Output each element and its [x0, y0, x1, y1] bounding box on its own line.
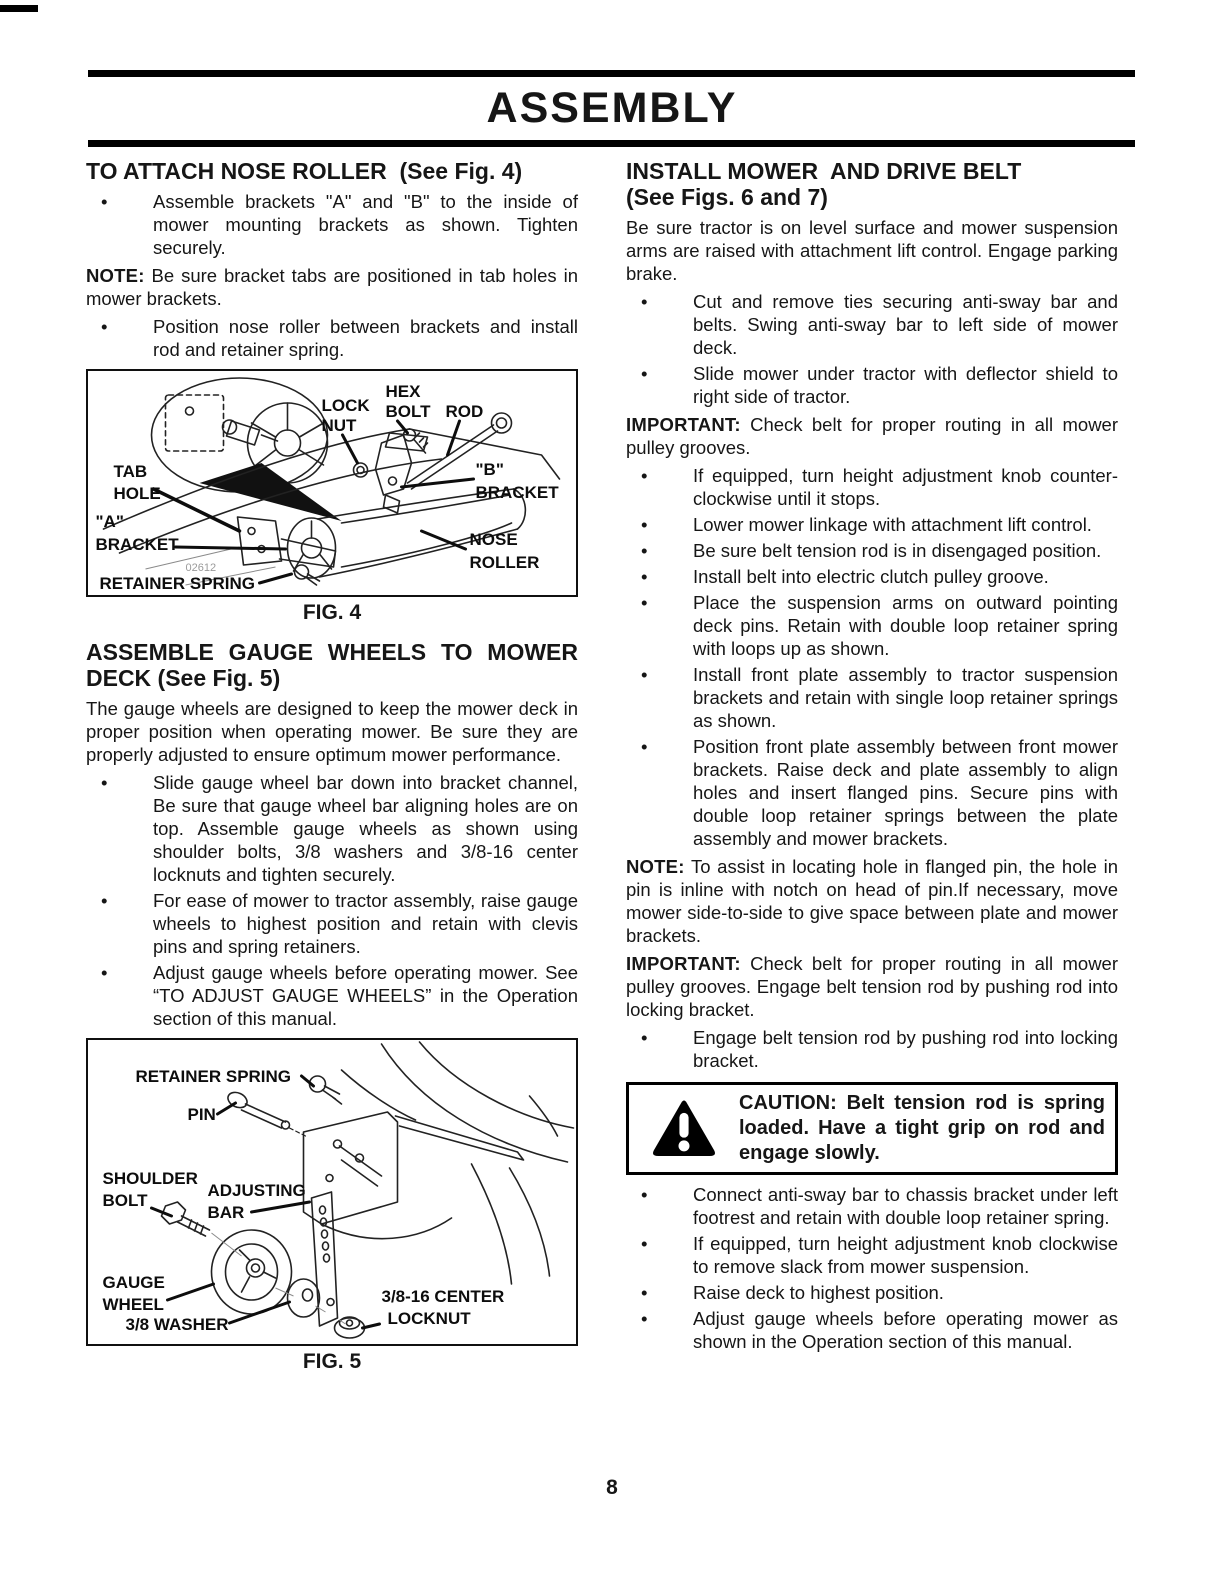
bullet-marker: • [641, 566, 648, 587]
fig5-label-locknut: 3/8-16 CENTER [381, 1287, 505, 1306]
list-item [86, 315, 578, 361]
page-number: 8 [606, 1476, 618, 1499]
note-text: Be sure bracket tabs are positioned in tab holes in mower brackets. [86, 265, 578, 309]
svg-text:BAR: BAR [207, 1203, 245, 1222]
fig4-label-rod: ROD [445, 402, 484, 421]
bullet-marker: • [101, 772, 108, 793]
note-label: NOTE: [626, 856, 685, 877]
bullet-marker: • [101, 191, 108, 212]
list-item [626, 565, 1118, 588]
header-rule [88, 140, 1135, 147]
svg-text:BRACKET: BRACKET [475, 483, 559, 502]
fig4-label-b-bracket: "B" [475, 460, 504, 479]
right-column [626, 158, 1118, 1376]
bullet-text: Adjust gauge wheels before operating mower as shown in the Operation section of this manual. [693, 1308, 1118, 1352]
important-text: Check belt for proper routing in all mower pulley grooves. [626, 414, 1118, 458]
svg-text:BOLT: BOLT [385, 402, 431, 421]
list-item [626, 290, 1118, 359]
page-title: ASSEMBLY [486, 84, 738, 132]
bullet-text: Place the suspension arms on outward pointing deck pins. Retain with double loop retainer spring with loops up as shown. [693, 592, 1118, 659]
scan-artifact [0, 5, 38, 12]
section-heading-gauge-wheels: ASSEMBLE GAUGE WHEELS TO MOWER [86, 639, 578, 665]
figure-4 [86, 369, 578, 597]
bullet-text: Assemble brackets "A" and "B" to the inside of mower mounting brackets as shown. Tighten securely. [153, 191, 578, 258]
bullet-marker: • [641, 1282, 648, 1303]
fig5-label-washer: 3/8 WASHER [125, 1315, 229, 1334]
figure-5-caption: FIG. 5 [302, 1350, 362, 1373]
important-label: IMPORTANT: [626, 953, 741, 974]
svg-text:ROLLER: ROLLER [469, 553, 540, 572]
section-heading-install-mower: INSTALL MOWER AND DRIVE BELT [626, 158, 1022, 184]
important-paragraph [626, 952, 1118, 1021]
bullet-text: If equipped, turn height adjustment knob clockwise to remove slack from mower suspension. [693, 1233, 1118, 1277]
fig5-label-retainer-spring: RETAINER SPRING [135, 1067, 292, 1086]
warning-triangle-icon [651, 1099, 717, 1158]
bullet-marker: • [641, 1184, 648, 1205]
bullet-text: Be sure belt tension rod is in disengaged position. [693, 540, 1102, 561]
fig4-label-retainer-spring: RETAINER SPRING [99, 574, 256, 593]
left-column [86, 158, 578, 1376]
bullet-marker: • [101, 962, 108, 983]
figure-5-drawing [88, 1040, 575, 1344]
fig5-label-adjusting-bar: ADJUSTING [207, 1181, 306, 1200]
bullet-text: Position front plate assembly between front mower brackets. Raise deck and plate assembly to align holes and insert flanged pins. Secure pins with double loop retainer springs between the plate assembly and mower brackets. [693, 736, 1118, 849]
bullet-marker: • [641, 540, 648, 561]
bullet-text: Install belt into electric clutch pulley groove. [693, 566, 1049, 587]
figure-4-drawing [88, 371, 575, 595]
list-item [626, 591, 1118, 660]
important-paragraph [626, 413, 1118, 459]
bullet-marker: • [641, 465, 648, 486]
bullet-text: For ease of mower to tractor assembly, raise gauge wheels to highest position and retain with clevis pins and spring retainers. [153, 890, 578, 957]
bullet-marker: • [641, 1308, 648, 1329]
list-item [626, 663, 1118, 732]
bullet-text: If equipped, turn height adjustment knob counter-clockwise until it stops. [693, 465, 1118, 509]
list-item [626, 539, 1118, 562]
important-label: IMPORTANT: [626, 414, 741, 435]
svg-text:NUT: NUT [321, 416, 357, 435]
list-item [626, 1232, 1118, 1278]
intro-paragraph: Be sure tractor is on level surface and mower suspension arms are raised with attachment lift control. Engage parking brake. [626, 217, 1118, 284]
figure-5 [86, 1038, 578, 1346]
bullet-marker: • [641, 1027, 648, 1048]
section-heading-install-mower-line2: (See Figs. 6 and 7) [626, 184, 828, 210]
bullet-marker: • [641, 1233, 648, 1254]
fig4-label-a-bracket: "A" [95, 512, 124, 531]
bullet-marker: • [101, 890, 108, 911]
bullet-text: Cut and remove ties securing anti-sway bar and belts. Swing anti-sway bar to left side of mower deck. [693, 291, 1118, 358]
note-paragraph [626, 855, 1118, 947]
bullet-marker: • [101, 316, 108, 337]
section-heading-gauge-wheels-line2: DECK (See Fig. 5) [86, 665, 281, 691]
figure-4-caption: FIG. 4 [302, 601, 362, 624]
bullet-marker: • [641, 736, 648, 757]
list-item [626, 1307, 1118, 1353]
caution-box [626, 1082, 1118, 1175]
list-item [626, 1026, 1118, 1072]
bullet-text: Install front plate assembly to tractor suspension brackets and retain with single loop retainer springs as shown. [693, 664, 1118, 731]
svg-text:BRACKET: BRACKET [95, 535, 179, 554]
svg-text:HOLE: HOLE [113, 484, 161, 503]
fig4-watermark: 02612 [185, 562, 217, 574]
bullet-text: Slide mower under tractor with deflector shield to right side of tractor. [693, 363, 1118, 407]
list-item [626, 1281, 1118, 1304]
important-text: Check belt for proper routing in all mower pulley grooves. Engage belt tension rod by pushing rod into locking bracket. [626, 953, 1118, 1020]
bullet-text: Slide gauge wheel bar down into bracket channel, Be sure that gauge wheel bar aligning holes are on top. Assemble gauge wheels as shown using shoulder bolts, 3/8 washers and 3/8-16 center locknuts and tighten securely. [153, 772, 578, 885]
intro-paragraph: The gauge wheels are designed to keep the mower deck in proper position when operating mower. Be sure they are properly adjusted to ensure optimum mower performance. [86, 698, 578, 765]
svg-text:BOLT: BOLT [102, 1191, 148, 1210]
fig4-label-nose-roller: NOSE [469, 530, 518, 549]
list-item [626, 735, 1118, 850]
bullet-marker: • [641, 514, 648, 535]
list-item [626, 513, 1118, 536]
fig5-label-gauge-wheel: GAUGE [102, 1273, 165, 1292]
bullet-text: Engage belt tension rod by pushing rod into locking bracket. [693, 1027, 1118, 1071]
fig4-label-tab-hole: TAB [113, 462, 148, 481]
fig5-label-pin: PIN [187, 1105, 216, 1124]
fig4-label-hex-bolt: HEX [385, 382, 421, 401]
list-item [86, 771, 578, 886]
bullet-text: Position nose roller between brackets and install rod and retainer spring. [153, 316, 578, 360]
bullet-text: Lower mower linkage with attachment lift control. [693, 514, 1092, 535]
svg-text:LOCKNUT: LOCKNUT [387, 1309, 471, 1328]
bullet-marker: • [641, 592, 648, 613]
list-item [86, 889, 578, 958]
fig4-label-lock-nut: LOCK [321, 396, 370, 415]
section-heading-nose-roller: TO ATTACH NOSE ROLLER (See Fig. 4) [86, 158, 523, 184]
caution-text: CAUTION: Belt tension rod is spring loaded. Have a tight grip on rod and engage slowly. [739, 1092, 1105, 1164]
note-label: NOTE: [86, 265, 145, 286]
bullet-text: Connect anti-sway bar to chassis bracket under left footrest and retain with double loop retainer spring. [693, 1184, 1118, 1228]
list-item [626, 464, 1118, 510]
fig5-label-shoulder-bolt: SHOULDER [102, 1169, 198, 1188]
top-rule [88, 70, 1135, 77]
list-item [626, 362, 1118, 408]
two-column-layout [86, 158, 1138, 1376]
bullet-text: Adjust gauge wheels before operating mower. See “TO ADJUST GAUGE WHEELS” in the Operation section of this manual. [153, 962, 578, 1029]
note-paragraph [86, 264, 578, 310]
list-item [626, 1183, 1118, 1229]
list-item [86, 190, 578, 259]
bullet-text: Raise deck to highest position. [693, 1282, 944, 1303]
note-text: To assist in locating hole in flanged pin, the hole in pin is inline with notch on head of pin.If necessary, move mower side-to-side to give space between plate and mower brackets. [626, 856, 1118, 946]
svg-text:WHEEL: WHEEL [102, 1295, 164, 1314]
list-item [86, 961, 578, 1030]
bullet-marker: • [641, 291, 648, 312]
bullet-marker: • [641, 664, 648, 685]
bullet-marker: • [641, 363, 648, 384]
